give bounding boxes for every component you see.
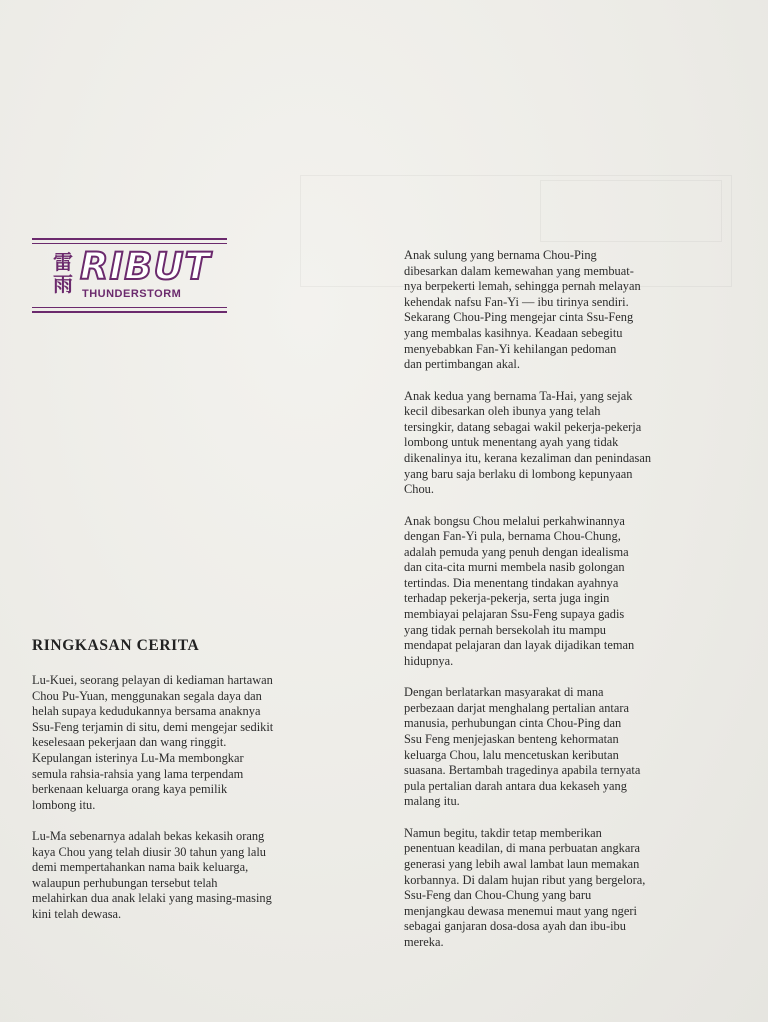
right-paragraph-5: Namun begitu, takdir tetap memberikan penentuan keadilan, di mana perbuatan angkara generasi yang lebih awal lambat laun memakan korbannya. Di dalam hujan ribut yang bergelora, Ssu-Feng dan Chou-Chung yang baru menjangkau dewasa menemui maut yang ngeri sebagai ganjaran dosa-dosa ayah dan ibu-ibu mereka. bbox=[404, 825, 646, 949]
synopsis-heading: RINGKASAN CERITA bbox=[32, 637, 200, 654]
logo-cjk-char-1: 雷 bbox=[53, 250, 73, 274]
logo-wordmark: RIBUT bbox=[80, 245, 211, 288]
logo-rule-top bbox=[32, 238, 227, 240]
bleed-through-mark bbox=[540, 180, 722, 242]
right-paragraph-3: Anak bongsu Chou melalui perkahwinannya dengan Fan-Yi pula, bernama Chou-Chung, adalah pemuda yang penuh dengan idealisma dan cita-cita murni membela nasib golongan tertindas. Dia menentang tindakan ayahnya terhadap pekerja-pekerja, serta juga ingin membiayai pelajaran Ssu-Feng supaya gadis yang tidak pernah bersekolah itu mampu mendapat pelajaran dan layak dijadikan teman hidupnya. bbox=[404, 513, 635, 668]
left-paragraph-2: Lu-Ma sebenarnya adalah bekas kekasih orang kaya Chou yang telah diusir 30 tahun yang lalu demi mempertahankan nama baik keluarga, walaupun perhubungan tersebut telah melahirkan dua anak lelaki yang masing-masing kini telah dewasa. bbox=[32, 828, 272, 921]
logo-rule-top-thin bbox=[32, 243, 227, 244]
logo-cjk-char-2: 雨 bbox=[53, 272, 73, 296]
logo-chinese-characters bbox=[50, 251, 76, 295]
ribut-logo bbox=[32, 238, 227, 314]
left-column bbox=[32, 673, 372, 938]
right-paragraph-1: Anak sulung yang bernama Chou-Ping dibesarkan dalam kemewahan yang membuat- nya berpekerti lemah, sehingga pernah melayan kehendak nafsu Fan-Yi — ibu tirinya sendiri. Sekarang Chou-Ping mengejar cinta Ssu-Feng yang membalas kasihnya. Keadaan sebegitu menyebabkan Fan-Yi kehilangan pedoman dan pertimbangan akal. bbox=[404, 248, 641, 372]
left-paragraph-1: Lu-Kuei, seorang pelayan di kediaman hartawan Chou Pu-Yuan, menggunakan segala daya dan helah supaya kedudukannya bersama anaknya Ssu-Feng terjamin di situ, demi mengejar sedikit keselesaan pekerjaan dan wang ringgit. Kepulangan isterinya Lu-Ma membongkar semula rahsia-rahsia yang lama terpendam berkenaan keluarga orang kaya pemilik lombong itu. bbox=[32, 673, 274, 812]
right-column bbox=[404, 248, 744, 966]
right-paragraph-4: Dengan berlatarkan masyarakat di mana perbezaan darjat menghalang pertalian antara manusia, perhubungan cinta Chou-Ping dan Ssu Feng menjejaskan benteng kehormatan keluarga Chou, lalu mencetuskan keributan suasana. Bertambah tragedinya apabila ternyata pula pertalian darah antara dua kekaseh yang malang itu. bbox=[404, 685, 641, 809]
logo-rule-bottom-thin bbox=[32, 307, 227, 308]
logo-rule-bottom bbox=[32, 311, 227, 313]
logo-subtitle: THUNDERSTORM bbox=[82, 288, 182, 300]
right-paragraph-2: Anak kedua yang bernama Ta-Hai, yang sejak kecil dibesarkan oleh ibunya yang telah tersingkir, datang sebagai wakil pekerja-pekerja lombong untuk menentang ayah yang tidak dikenalinya itu, kerana kezaliman dan penindasan yang baru saja berlaku di lombong kepunyaan Chou. bbox=[404, 388, 652, 497]
